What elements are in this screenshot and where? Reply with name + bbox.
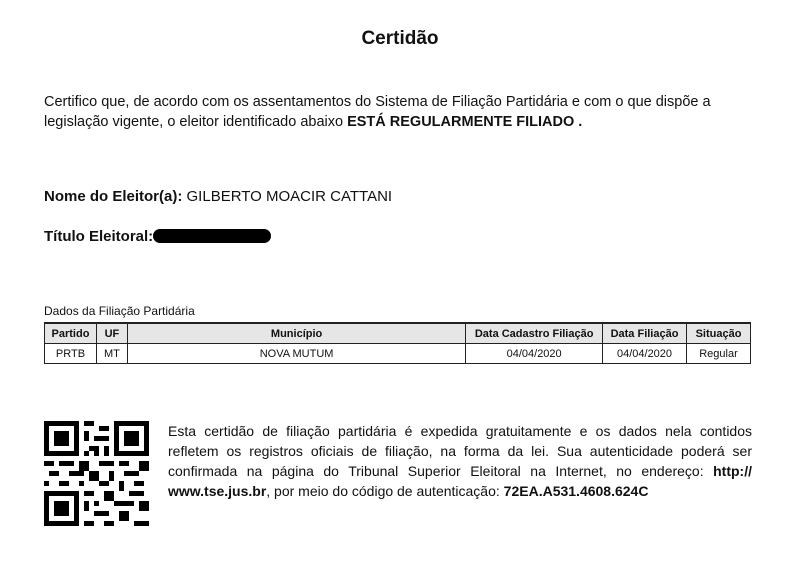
elector-name-value: GILBERTO MOACIR CATTANI bbox=[182, 188, 393, 205]
table-row bbox=[45, 344, 751, 364]
cell-data-filiacao: 04/04/2020 bbox=[603, 344, 687, 364]
qr-code-icon bbox=[44, 421, 149, 526]
certification-body: Certifico que, de acordo com os assentamentos do Sistema de Filiação Partidária e com o que dispõe a legislação vigente, o eleitor identificado abaixo bbox=[44, 94, 711, 130]
page-title: Certidão bbox=[361, 28, 439, 49]
cell-situacao: Regular bbox=[686, 344, 750, 364]
column-header-situacao: Situação bbox=[686, 323, 750, 344]
table-caption: Dados da Filiação Partidária bbox=[44, 304, 195, 318]
elector-title-label: Título Eleitoral: bbox=[44, 228, 154, 245]
elector-title-row bbox=[44, 228, 271, 245]
certification-text bbox=[44, 92, 756, 132]
affiliation-status: ESTÁ REGULARMENTE FILIADO . bbox=[347, 114, 583, 130]
elector-name-label: Nome do Eleitor(a): bbox=[44, 188, 183, 205]
column-header-uf: UF bbox=[96, 323, 127, 344]
tse-url-link[interactable]: http:// www.tse.jus.br bbox=[168, 463, 752, 499]
elector-name-row bbox=[44, 188, 392, 205]
column-header-data-filiacao: Data Filiação bbox=[603, 323, 687, 344]
table-header-row bbox=[45, 323, 751, 344]
cell-uf: MT bbox=[96, 344, 127, 364]
column-header-municipio: Município bbox=[127, 323, 465, 344]
cell-data-cadastro: 04/04/2020 bbox=[466, 344, 603, 364]
column-header-data-cadastro: Data Cadastro Filiação bbox=[466, 323, 603, 344]
authentication-notice bbox=[168, 421, 752, 501]
cell-partido: PRTB bbox=[45, 344, 97, 364]
authentication-code: 72EA.A531.4608.624C bbox=[503, 483, 649, 499]
affiliation-table bbox=[44, 322, 751, 364]
cell-municipio: NOVA MUTUM bbox=[127, 344, 465, 364]
notice-text: Esta certidão de filiação partidária é expedida gratuitamente e os dados nela contidos refletem os registros oficiais de filiação, na forma da lei. Sua autenticidade poderá ser confirmada na página do Tribunal Superior Eleitoral na Internet, no endereço: bbox=[168, 423, 752, 479]
notice-text-2: , por meio do código de autenticação: bbox=[266, 483, 504, 499]
column-header-partido: Partido bbox=[45, 323, 97, 344]
redaction-mark bbox=[153, 229, 271, 243]
